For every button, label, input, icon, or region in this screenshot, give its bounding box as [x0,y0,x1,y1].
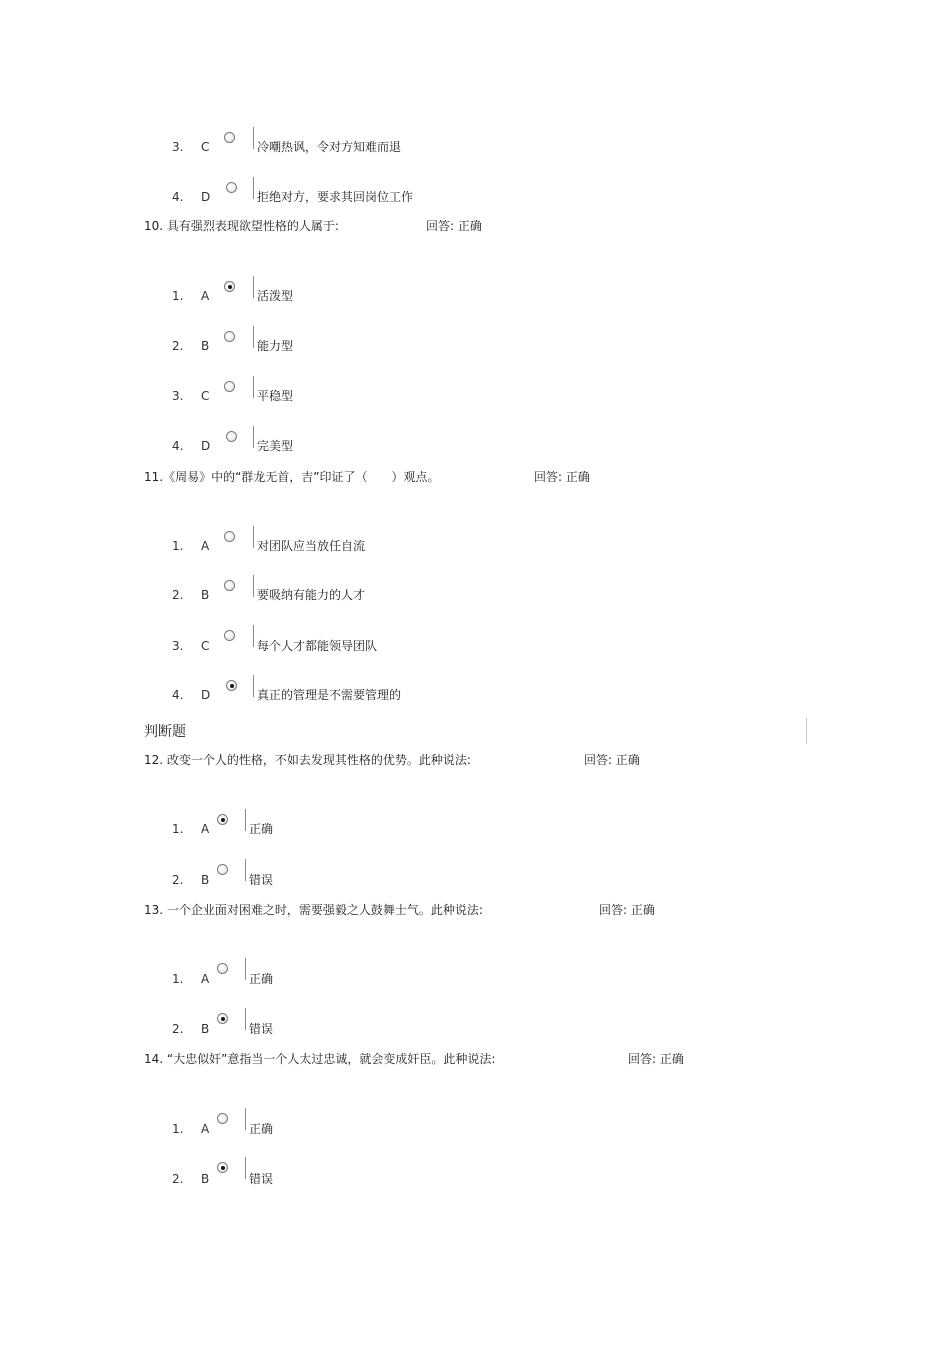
option-divider [245,1157,246,1179]
radio-button[interactable] [217,1162,228,1173]
option-letter: B [201,873,210,887]
answer-status: 回答: 正确 [628,1052,684,1066]
option-number: 1. [172,1122,184,1136]
option-text: 要吸纳有能力的人才 [257,588,366,602]
option-letter: B [201,1172,210,1186]
radio-button[interactable] [224,531,235,542]
option-divider [253,376,254,398]
option-divider [245,958,246,980]
radio-button[interactable] [217,864,228,875]
section-divider [806,718,807,744]
option-divider [245,809,246,831]
option-number: 3. [172,140,184,154]
option-divider [253,526,254,548]
option-divider [245,1108,246,1130]
option-text: 平稳型 [257,389,294,403]
option-number: 1. [172,822,184,836]
option-letter: A [201,1122,210,1136]
option-text: 真正的管理是不需要管理的 [257,688,402,702]
radio-button[interactable] [217,1013,228,1024]
option-number: 2. [172,588,184,602]
radio-button[interactable] [226,431,237,442]
option-text: 正确 [249,822,274,836]
option-letter: A [201,972,210,986]
answer-status: 回答: 正确 [599,903,655,917]
option-letter: A [201,539,210,553]
option-divider [245,1008,246,1030]
radio-button[interactable] [224,381,235,392]
radio-button[interactable] [226,680,237,691]
radio-button[interactable] [226,182,237,193]
option-text: 每个人才都能领导团队 [257,639,378,653]
option-text: 错误 [249,1172,274,1186]
option-letter: D [201,688,211,702]
option-letter: A [201,289,210,303]
option-number: 4. [172,190,184,204]
option-letter: D [201,190,211,204]
option-number: 2. [172,1172,184,1186]
option-text: 正确 [249,972,274,986]
option-number: 4. [172,439,184,453]
option-text: 对团队应当放任自流 [257,539,366,553]
option-number: 2. [172,873,184,887]
option-number: 2. [172,339,184,353]
option-letter: D [201,439,211,453]
option-text: 冷嘲热讽，令对方知难而退 [257,140,402,154]
question-text: 12. 改变一个人的性格，不如去发现其性格的优势。此种说法: [144,753,471,767]
option-divider [253,177,254,199]
option-number: 1. [172,539,184,553]
option-letter: B [201,1022,210,1036]
radio-button[interactable] [217,814,228,825]
option-text: 错误 [249,1022,274,1036]
option-text: 错误 [249,873,274,887]
option-divider [253,127,254,149]
answer-status: 回答: 正确 [534,470,590,484]
answer-status: 回答: 正确 [584,753,640,767]
option-divider [253,426,254,448]
option-text: 活泼型 [257,289,294,303]
radio-button[interactable] [224,331,235,342]
option-text: 正确 [249,1122,274,1136]
radio-button[interactable] [224,630,235,641]
section-title: 判断题 [144,724,186,740]
option-letter: B [201,339,210,353]
question-text: 11.《周易》中的“群龙无首，吉”印证了（ ）观点。 [144,470,440,484]
option-text: 完美型 [257,439,294,453]
option-divider [253,326,254,348]
option-letter: C [201,389,210,403]
option-letter: C [201,639,210,653]
question-text: 10. 具有强烈表现欲望性格的人属于: [144,219,339,233]
radio-button[interactable] [224,132,235,143]
question-text: 13. 一个企业面对困难之时，需要强毅之人鼓舞士气。此种说法: [144,903,483,917]
option-letter: C [201,140,210,154]
radio-button[interactable] [224,580,235,591]
option-text: 能力型 [257,339,294,353]
option-divider [253,575,254,597]
option-number: 3. [172,639,184,653]
option-number: 2. [172,1022,184,1036]
radio-button[interactable] [217,963,228,974]
option-text: 拒绝对方，要求其回岗位工作 [257,190,414,204]
answer-status: 回答: 正确 [426,219,482,233]
option-number: 1. [172,289,184,303]
option-divider [245,859,246,881]
option-divider [253,276,254,298]
option-letter: B [201,588,210,602]
option-divider [253,675,254,697]
question-text: 14. “大忠似奸”意指当一个人太过忠诚，就会变成奸臣。此种说法: [144,1052,496,1066]
option-divider [253,625,254,647]
radio-button[interactable] [224,281,235,292]
option-number: 4. [172,688,184,702]
option-letter: A [201,822,210,836]
radio-button[interactable] [217,1113,228,1124]
option-number: 1. [172,972,184,986]
option-number: 3. [172,389,184,403]
